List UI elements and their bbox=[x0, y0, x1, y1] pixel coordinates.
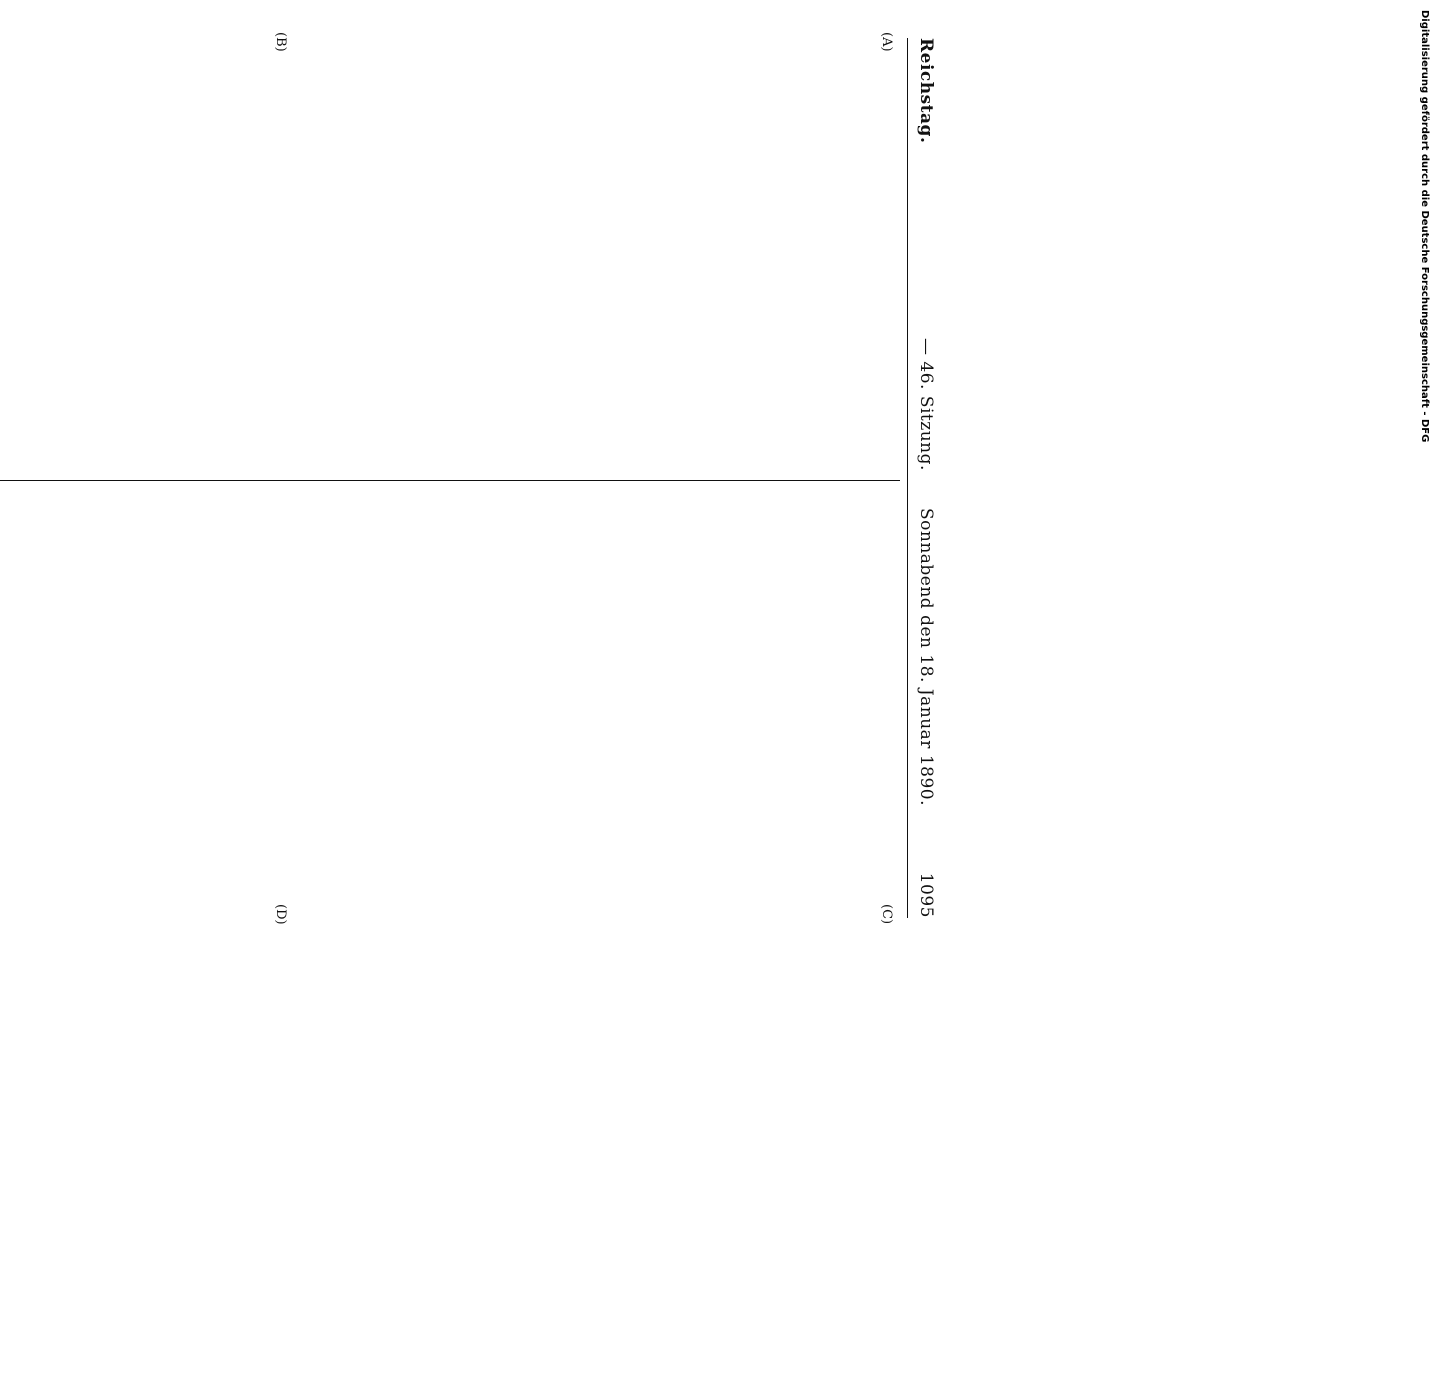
rotated-page bbox=[48, 28, 948, 1388]
newspaper-page bbox=[0, 28, 948, 928]
header-page-number: 1095 bbox=[916, 872, 936, 918]
running-head bbox=[907, 38, 936, 918]
right-text-column bbox=[0, 498, 900, 902]
digitization-credit bbox=[1418, 10, 1430, 990]
header-session: — 46. Sitzung. bbox=[916, 338, 936, 471]
left-text-column bbox=[0, 62, 900, 466]
margin-letter-b: (B) bbox=[273, 32, 288, 52]
column-divider bbox=[0, 480, 900, 481]
margin-letter-a: (A) bbox=[879, 32, 894, 52]
header-title: Reichstag. bbox=[916, 38, 936, 144]
margin-letter-c: (C) bbox=[879, 904, 894, 925]
credit-text: Digitalisierung gefördert durch die Deutsche Forschungsgemeinschaft - DFG bbox=[1419, 10, 1430, 443]
header-date: Sonnabend den 18. Januar 1890. bbox=[916, 508, 936, 807]
margin-letter-d: (D) bbox=[273, 904, 288, 925]
